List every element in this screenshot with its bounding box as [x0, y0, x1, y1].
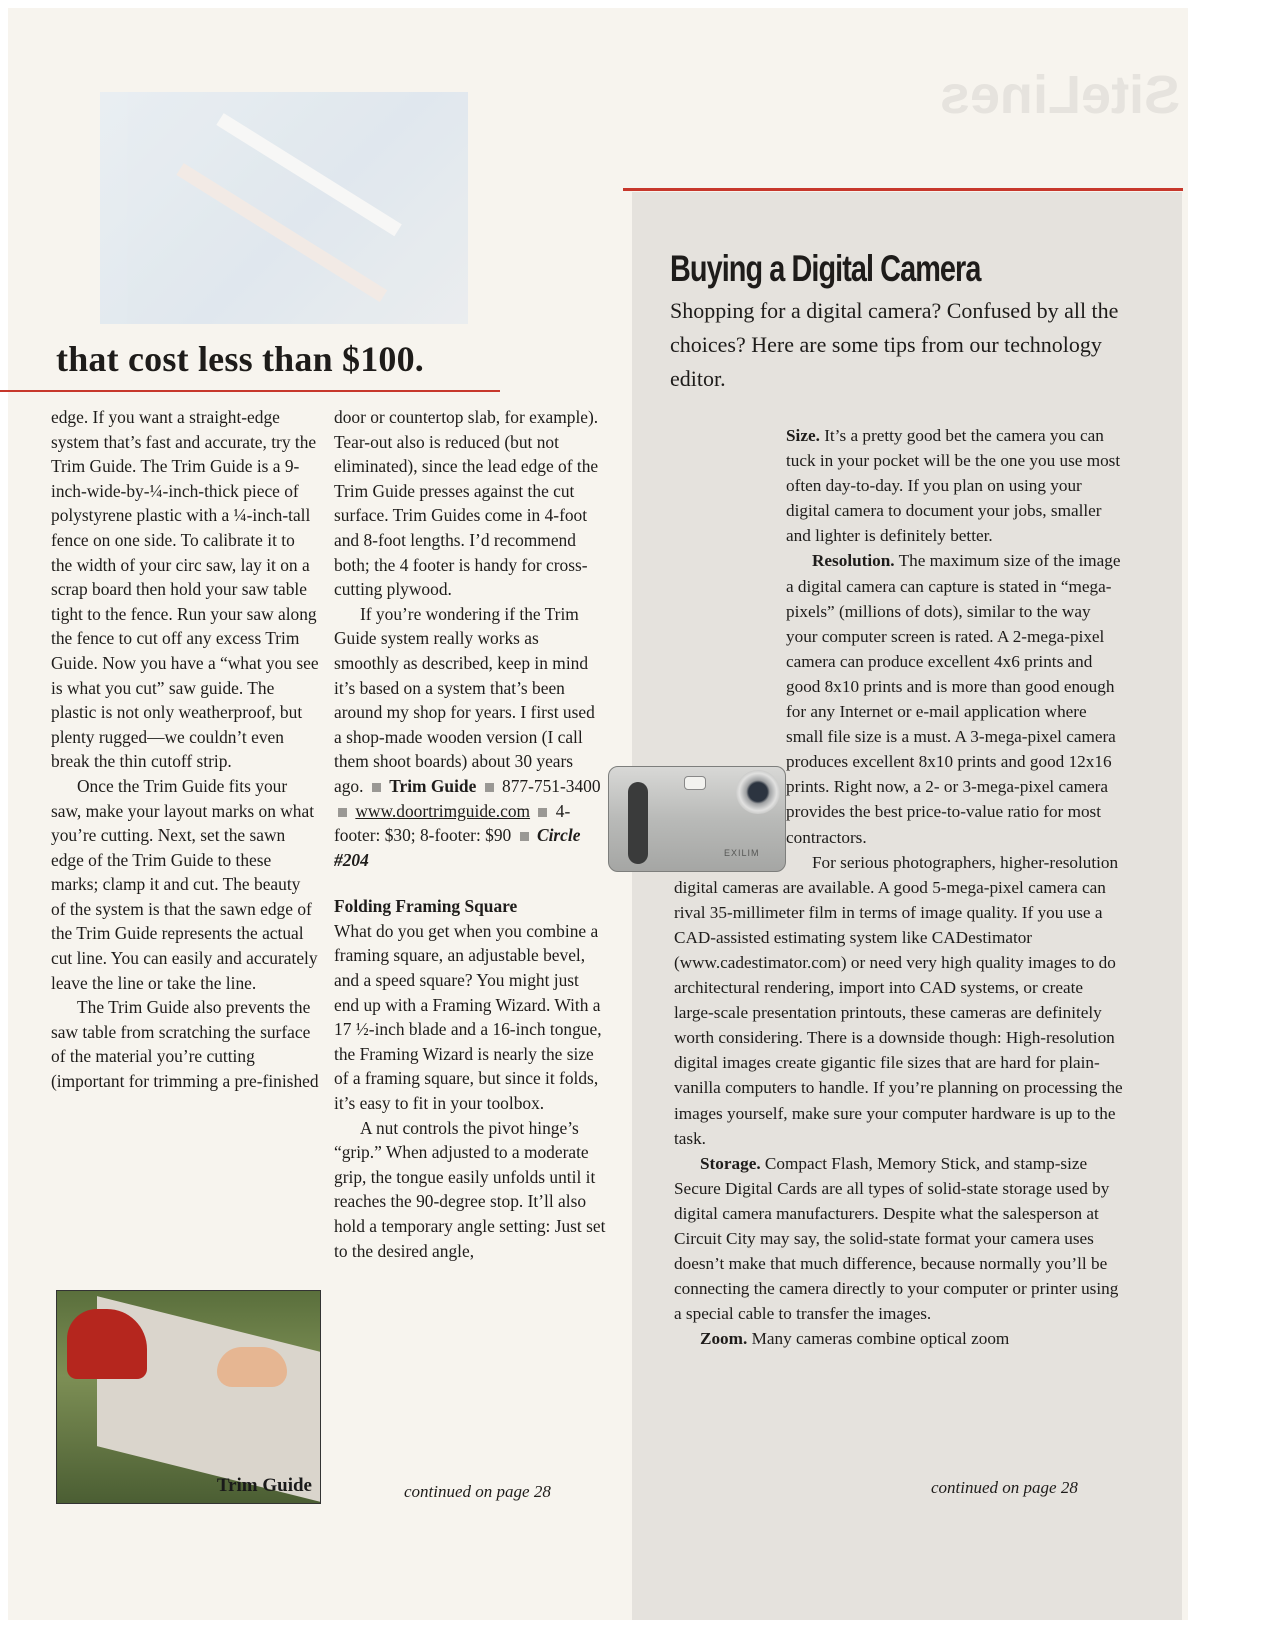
camera-brand: EXILIM: [724, 848, 760, 858]
paragraph-with-info: If you’re wondering if the Trim Guide system really works as smoothly as described, keep in mind it’s based on a system that’s been around my shop for years. I first used a shop-made wooden version (I call them shoot boards) about 30 years ago. Trim Guide 877-751-3400 www.doortrimguide.com 4-footer: $30; 8-footer: $90 Circle #204: [334, 603, 601, 870]
square-bullet-icon: [520, 832, 529, 841]
title-rule: [0, 390, 500, 392]
article-column-2: [334, 405, 606, 1263]
paragraph: A nut controls the pivot hinge’s “grip.” When adjusted to a moderate grip, the tongue easily unfolds until it reaches the 90-degree stop. It’ll also hold a temporary angle setting: Just set to the desired angle,: [334, 1117, 606, 1261]
paragraph-resolution-2: For serious photographers, higher-resolution digital cameras are available. A good 5-mega-pixel camera can rival 35-millimeter film in terms of image quality. If you use a CAD-assisted estimating system like CADestimator (www.cadestimator.com) or need very high quality images to do architectural rendering, import into CAD systems, or create large-scale presentation printouts, these cameras are definitely worth considering. There is a downside though: High-resolution digital images create gigantic file sizes that are hard for plain-vanilla computers to handle. If you’re planning on processing the images yourself, make sure your computer hardware is up to the task.: [674, 852, 1123, 1148]
sidebar-rule: [623, 188, 1183, 191]
article-title-line: that cost less than $100.: [56, 339, 425, 379]
sidebar-title: Buying a Digital Camera: [670, 248, 981, 289]
product-name: Trim Guide: [389, 775, 477, 796]
product-url-link[interactable]: www.doortrimguide.com: [355, 800, 531, 821]
paragraph-resolution: Resolution. The maximum size of the image a digital camera can capture is stated in “mega-pixels” (millions of dots), similar to the way your computer screen is rated. A 2-mega-pixel camera can produce excellent 4x6 prints and good 8x10 prints and is more than good enough for any Internet or e-mail application where small file size is a must. A 3-mega-pixel camera produces excellent 8x10 prints and good 12x16 prints. Right now, a 2- or 3-mega-pixel camera provides the best price-to-value ratio for most contractors.: [786, 551, 1121, 847]
reader-circle-number: Circle #204: [334, 825, 581, 870]
section-subhead: Folding Framing Square: [334, 896, 518, 917]
square-bullet-icon: [538, 808, 547, 817]
sidebar-deck: Shopping for a digital camera? Confused by all the choices? Here are some tips from our technology editor.: [670, 298, 1119, 391]
square-bullet-icon: [338, 808, 347, 817]
paragraph-size: Size. It’s a pretty good bet the camera you can tuck in your pocket will be the one you use most often day-to-day. If you plan on using your digital camera to document your jobs, smaller and lighter is definitely better.: [786, 426, 1121, 546]
paragraph: The Trim Guide also prevents the saw table from scratching the surface of the material you’re cutting (important for trimming a pre-finished: [51, 997, 319, 1092]
article-column-1: [51, 405, 319, 1094]
paragraph: Once the Trim Guide fits your saw, make your layout marks on what you’re cutting. Next, set the sawn edge of the Trim Guide to these marks; clamp it and cut. The beauty of the system is that the sawn edge of the Trim Guide represents the actual cut line. You can easily and accurately leave the line or take the line.: [51, 775, 318, 993]
paragraph: What do you get when you combine a framing square, an adjustable bevel, and a speed square? You might just end up with a Framing Wizard. With a 17 ½-inch blade and a 16-inch tongue, the Framing Wizard is nearly the size of a framing square, but since it folds, it’s easy to fit in your toolbox.: [334, 920, 602, 1114]
product-phone: 877-751-3400: [502, 775, 601, 796]
sidebar-body: [674, 423, 1124, 1351]
photo-caption: Trim Guide: [216, 1475, 312, 1496]
faded-photo-header: [100, 92, 468, 324]
circular-saw-icon: [67, 1309, 147, 1379]
product-price: 4-footer: $30; 8-footer: $90: [334, 800, 571, 846]
continued-note: continued on page 28: [931, 1478, 1078, 1497]
paragraph: edge. If you want a straight-edge system that’s fast and accurate, try the Trim Guide. The Trim Guide is a 9-inch-wide-by-¼-inch-thick piece of polystyrene plastic with a ¼-inch-tall fence on one side. To calibrate it to the width of your circ saw, lay it on a scrap board then hold your saw table tight to the fence. Run your saw along the fence to cut off any excess Trim Guide. Now you have a “what you see is what you cut” saw guide. The plastic is not only weatherproof, but plenty rugged—we couldn’t even break the thin cutoff strip.: [51, 407, 319, 772]
continued-note: continued on page 28: [404, 1482, 551, 1501]
paragraph: door or countertop slab, for example). Tear-out also is reduced (but not eliminated), since the lead edge of the Trim Guide presses against the cut surface. Trim Guides come in 4-foot and 8-foot lengths. I’d recommend both; the 4 footer is handy for cross-cutting plywood.: [334, 407, 599, 600]
square-bullet-icon: [372, 783, 381, 792]
square-bullet-icon: [485, 783, 494, 792]
trim-guide-photo: [56, 1290, 321, 1504]
paragraph-storage: Storage. Compact Flash, Memory Stick, and stamp-size Secure Digital Cards are all types of solid-state storage used by digital camera manufacturers. Despite what the salesperson at Circuit City may say, the solid-state format your camera uses doesn’t make that much difference, because normally you’ll be connecting the camera directly to your computer or printer using a special cable to transfer the images.: [674, 1153, 1119, 1324]
paragraph-zoom: Zoom. Many cameras combine optical zoom: [700, 1329, 1010, 1349]
bleed-through-logo: SiteLines: [940, 65, 1181, 125]
